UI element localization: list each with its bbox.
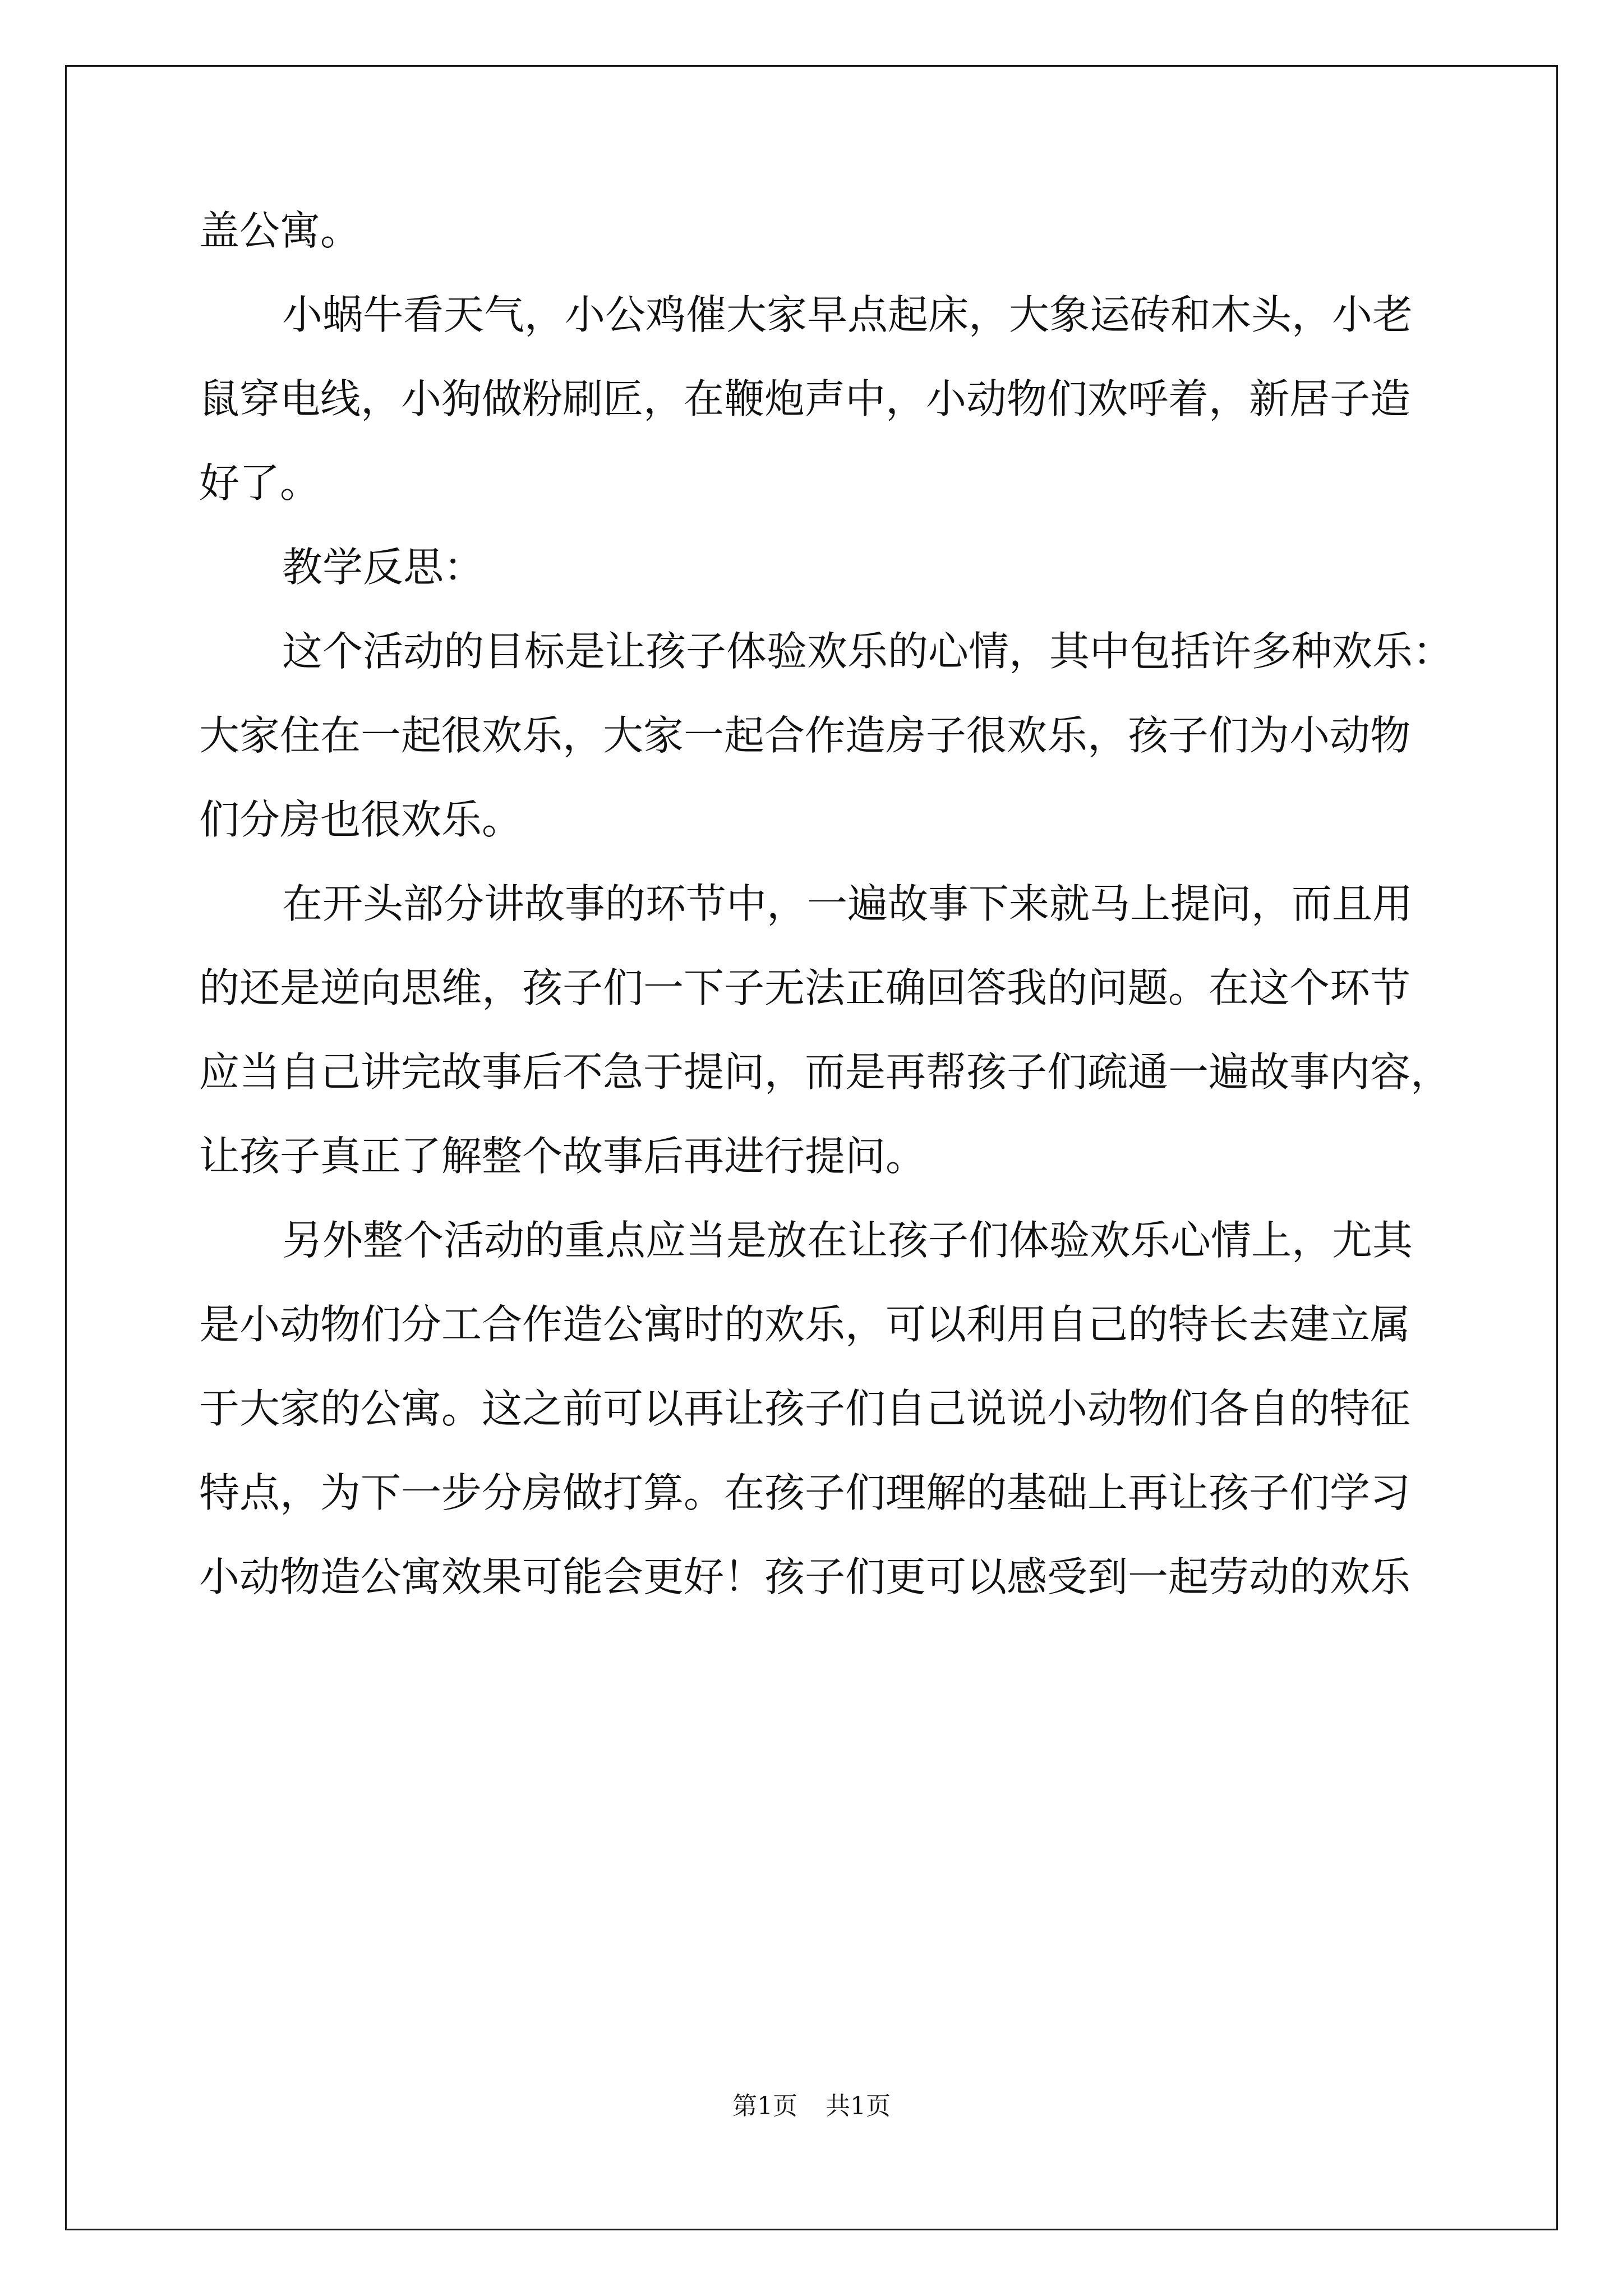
page-footer	[0, 2090, 1623, 2123]
text-line: 让孩子真正了解整个故事后再进行提问。	[199, 1133, 926, 1180]
page-total: 共1页	[826, 2092, 891, 2120]
text-line: 小蜗牛看天气，小公鸡催大家早点起床，大象运砖和木头，小老	[282, 291, 1413, 338]
text-line: 教学反思：	[282, 544, 485, 591]
text-line: 小动物造公寓效果可能会更好！孩子们更可以感受到一起劳动的欢乐	[199, 1553, 1411, 1600]
text-line: 另外整个活动的重点应当是放在让孩子们体验欢乐心情上，尤其	[282, 1217, 1413, 1264]
text-line: 这个活动的目标是让孩子体验欢乐的心情，其中包括许多种欢乐：	[282, 628, 1454, 675]
text-line: 在开头部分讲故事的环节中，一遍故事下来就马上提问，而且用	[282, 880, 1413, 927]
text-line: 鼠穿电线，小狗做粉刷匠，在鞭炮声中，小动物们欢呼着，新居子造	[199, 375, 1411, 422]
text-line: 盖公寓。	[199, 207, 361, 254]
text-line: 大家住在一起很欢乐，大家一起合作造房子很欢乐，孩子们为小动物	[199, 712, 1411, 759]
text-line: 于大家的公寓。这之前可以再让孩子们自己说说小动物们各自的特征	[199, 1385, 1411, 1432]
text-line: 的还是逆向思维，孩子们一下子无法正确回答我的问题。在这个环节	[199, 964, 1411, 1011]
page-number: 第1页	[732, 2092, 797, 2120]
text-line: 是小动物们分工合作造公寓时的欢乐，可以利用自己的特长去建立属	[199, 1301, 1411, 1348]
text-line: 应当自己讲完故事后不急于提问，而是再帮孩子们疏通一遍故事内容，	[199, 1048, 1451, 1096]
text-line: 特点，为下一步分房做打算。在孩子们理解的基础上再让孩子们学习	[199, 1469, 1411, 1516]
text-line: 好了。	[199, 459, 321, 507]
text-line: 们分房也很欢乐。	[199, 796, 523, 843]
document-body	[199, 188, 1454, 1619]
